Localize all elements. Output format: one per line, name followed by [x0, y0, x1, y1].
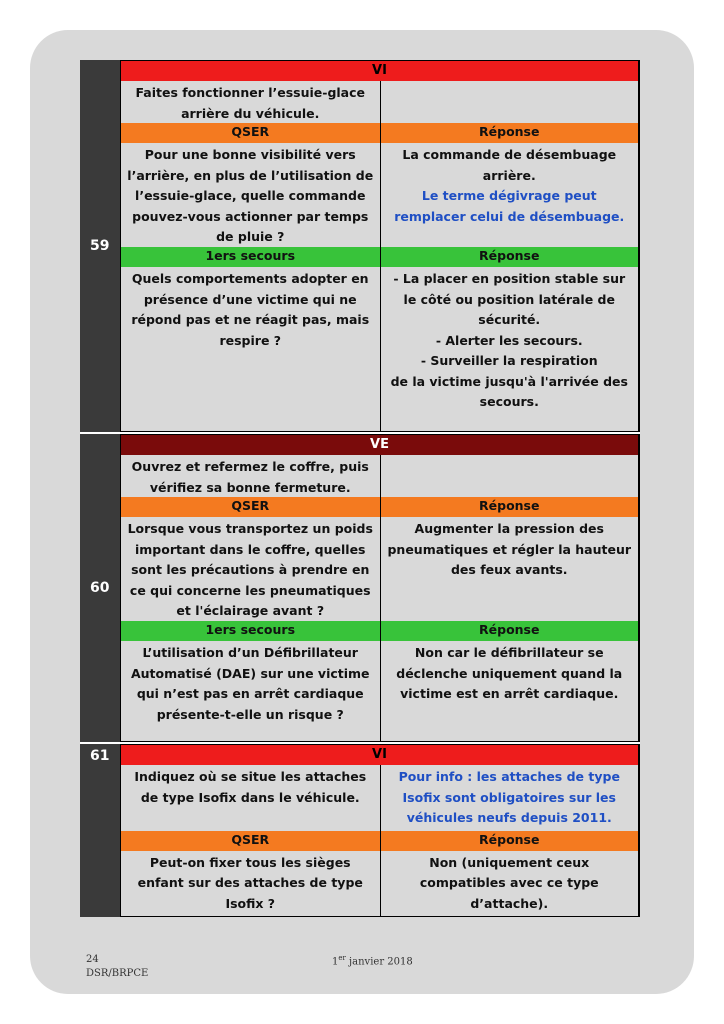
qser-answer: Non (uniquement ceux compatibles avec ce type d’attache). [380, 851, 639, 917]
intro-row [121, 81, 638, 123]
qser-row [121, 517, 638, 621]
footer-date-day: 1 [332, 956, 339, 968]
first-aid-answer-label: Réponse [380, 621, 639, 641]
qser-row [121, 851, 638, 917]
qser-label: QSER [121, 497, 380, 517]
first-aid-bar [121, 247, 638, 267]
first-aid-answer [380, 267, 639, 431]
first-aid-bar [121, 621, 638, 641]
question-block-61 [80, 744, 640, 917]
qser-bar [121, 497, 638, 517]
qser-label: QSER [121, 831, 380, 851]
qser-label: QSER [121, 123, 380, 143]
intro-row [121, 765, 638, 831]
instruction-text: Ouvrez et refermez le coffre, puis vérifiez sa bonne fermeture. [131, 459, 369, 495]
category-header-ve: VE [121, 435, 638, 455]
instruction-answer [380, 455, 639, 497]
question-number: 61 [80, 744, 120, 917]
intro-row [121, 455, 638, 497]
qser-answer-note: Le terme dégivrage peut remplacer celui de désembuage. [394, 188, 625, 224]
question-number: 60 [80, 434, 120, 742]
instruction-answer [380, 81, 639, 123]
footer-date-sup: er [338, 954, 346, 962]
category-header-vi: VI [121, 745, 638, 765]
footer-date [332, 954, 413, 967]
question-block-60 [80, 434, 640, 744]
qser-row [121, 143, 638, 247]
first-aid-question: Quels comportements adopter en présence d’une victime qui ne répond pas et ne réagit pas, mais respire ? [131, 271, 370, 348]
first-aid-answer-line: - Alerter les secours. [435, 332, 583, 348]
first-aid-label: 1ers secours [121, 247, 380, 267]
first-aid-answer-line: - Surveiller la respiration [420, 353, 598, 368]
qser-answer: Augmenter la pression des pneumatiques et régler la hauteur des feux avants. [380, 517, 639, 621]
instruction-note: Pour info : les attaches de type Isofix sont obligatoires sur les véhicules neufs depuis 2011. [380, 765, 639, 831]
qser-answer [380, 143, 639, 247]
qser-bar [121, 123, 638, 143]
question-sheet [80, 60, 640, 917]
block-content [120, 434, 640, 742]
instruction-text: Faites fonctionner l’essuie-glace arrière du véhicule. [135, 85, 366, 121]
qser-bar [121, 831, 638, 851]
first-aid-question: L’utilisation d’un Défibrillateur Automatisé (DAE) sur une victime qui n’est pas en arrêt cardiaque présente-t-elle un risque ? [130, 645, 370, 722]
block-content [120, 60, 640, 432]
qser-question: Lorsque vous transportez un poids important dans le coffre, quelles sont les précautions à prendre en ce qui concerne les pneumatiques et l'éclairage avant ? [127, 521, 373, 618]
first-aid-label: 1ers secours [121, 621, 380, 641]
first-aid-answer-line: de la victime jusqu'à l'arrivée des secours. [390, 373, 628, 409]
instruction-text: Indiquez où se situe les attaches de type Isofix dans le véhicule. [134, 769, 367, 805]
question-number: 59 [80, 60, 120, 432]
qser-answer-text: La commande de désembuage arrière. [402, 147, 617, 183]
page-number: 24 [86, 954, 99, 965]
first-aid-row [121, 641, 638, 741]
question-block-59 [80, 60, 640, 434]
qser-answer-label: Réponse [380, 123, 639, 143]
first-aid-answer: Non car le défibrillateur se déclenche uniquement quand la victime est en arrêt cardiaque. [380, 641, 639, 741]
qser-answer-label: Réponse [380, 831, 639, 851]
footer-date-rest: janvier 2018 [345, 956, 413, 968]
category-header-vi: VI [121, 61, 638, 81]
qser-answer-label: Réponse [380, 497, 639, 517]
footer-org: DSR/BRPCE [86, 968, 149, 979]
block-content [120, 744, 640, 917]
qser-question: Peut-on fixer tous les sièges enfant sur des attaches de type Isofix ? [137, 854, 363, 911]
first-aid-answer-line: - La placer en position stable sur le côté ou position latérale de sécurité. [393, 271, 626, 327]
qser-question: Pour une bonne visibilité vers l’arrière, en plus de l’utilisation de l’essuie-glace, quelle commande pouvez-vous actionner par temps de pluie ? [127, 147, 374, 244]
first-aid-row [121, 267, 638, 431]
first-aid-answer-label: Réponse [380, 247, 639, 267]
